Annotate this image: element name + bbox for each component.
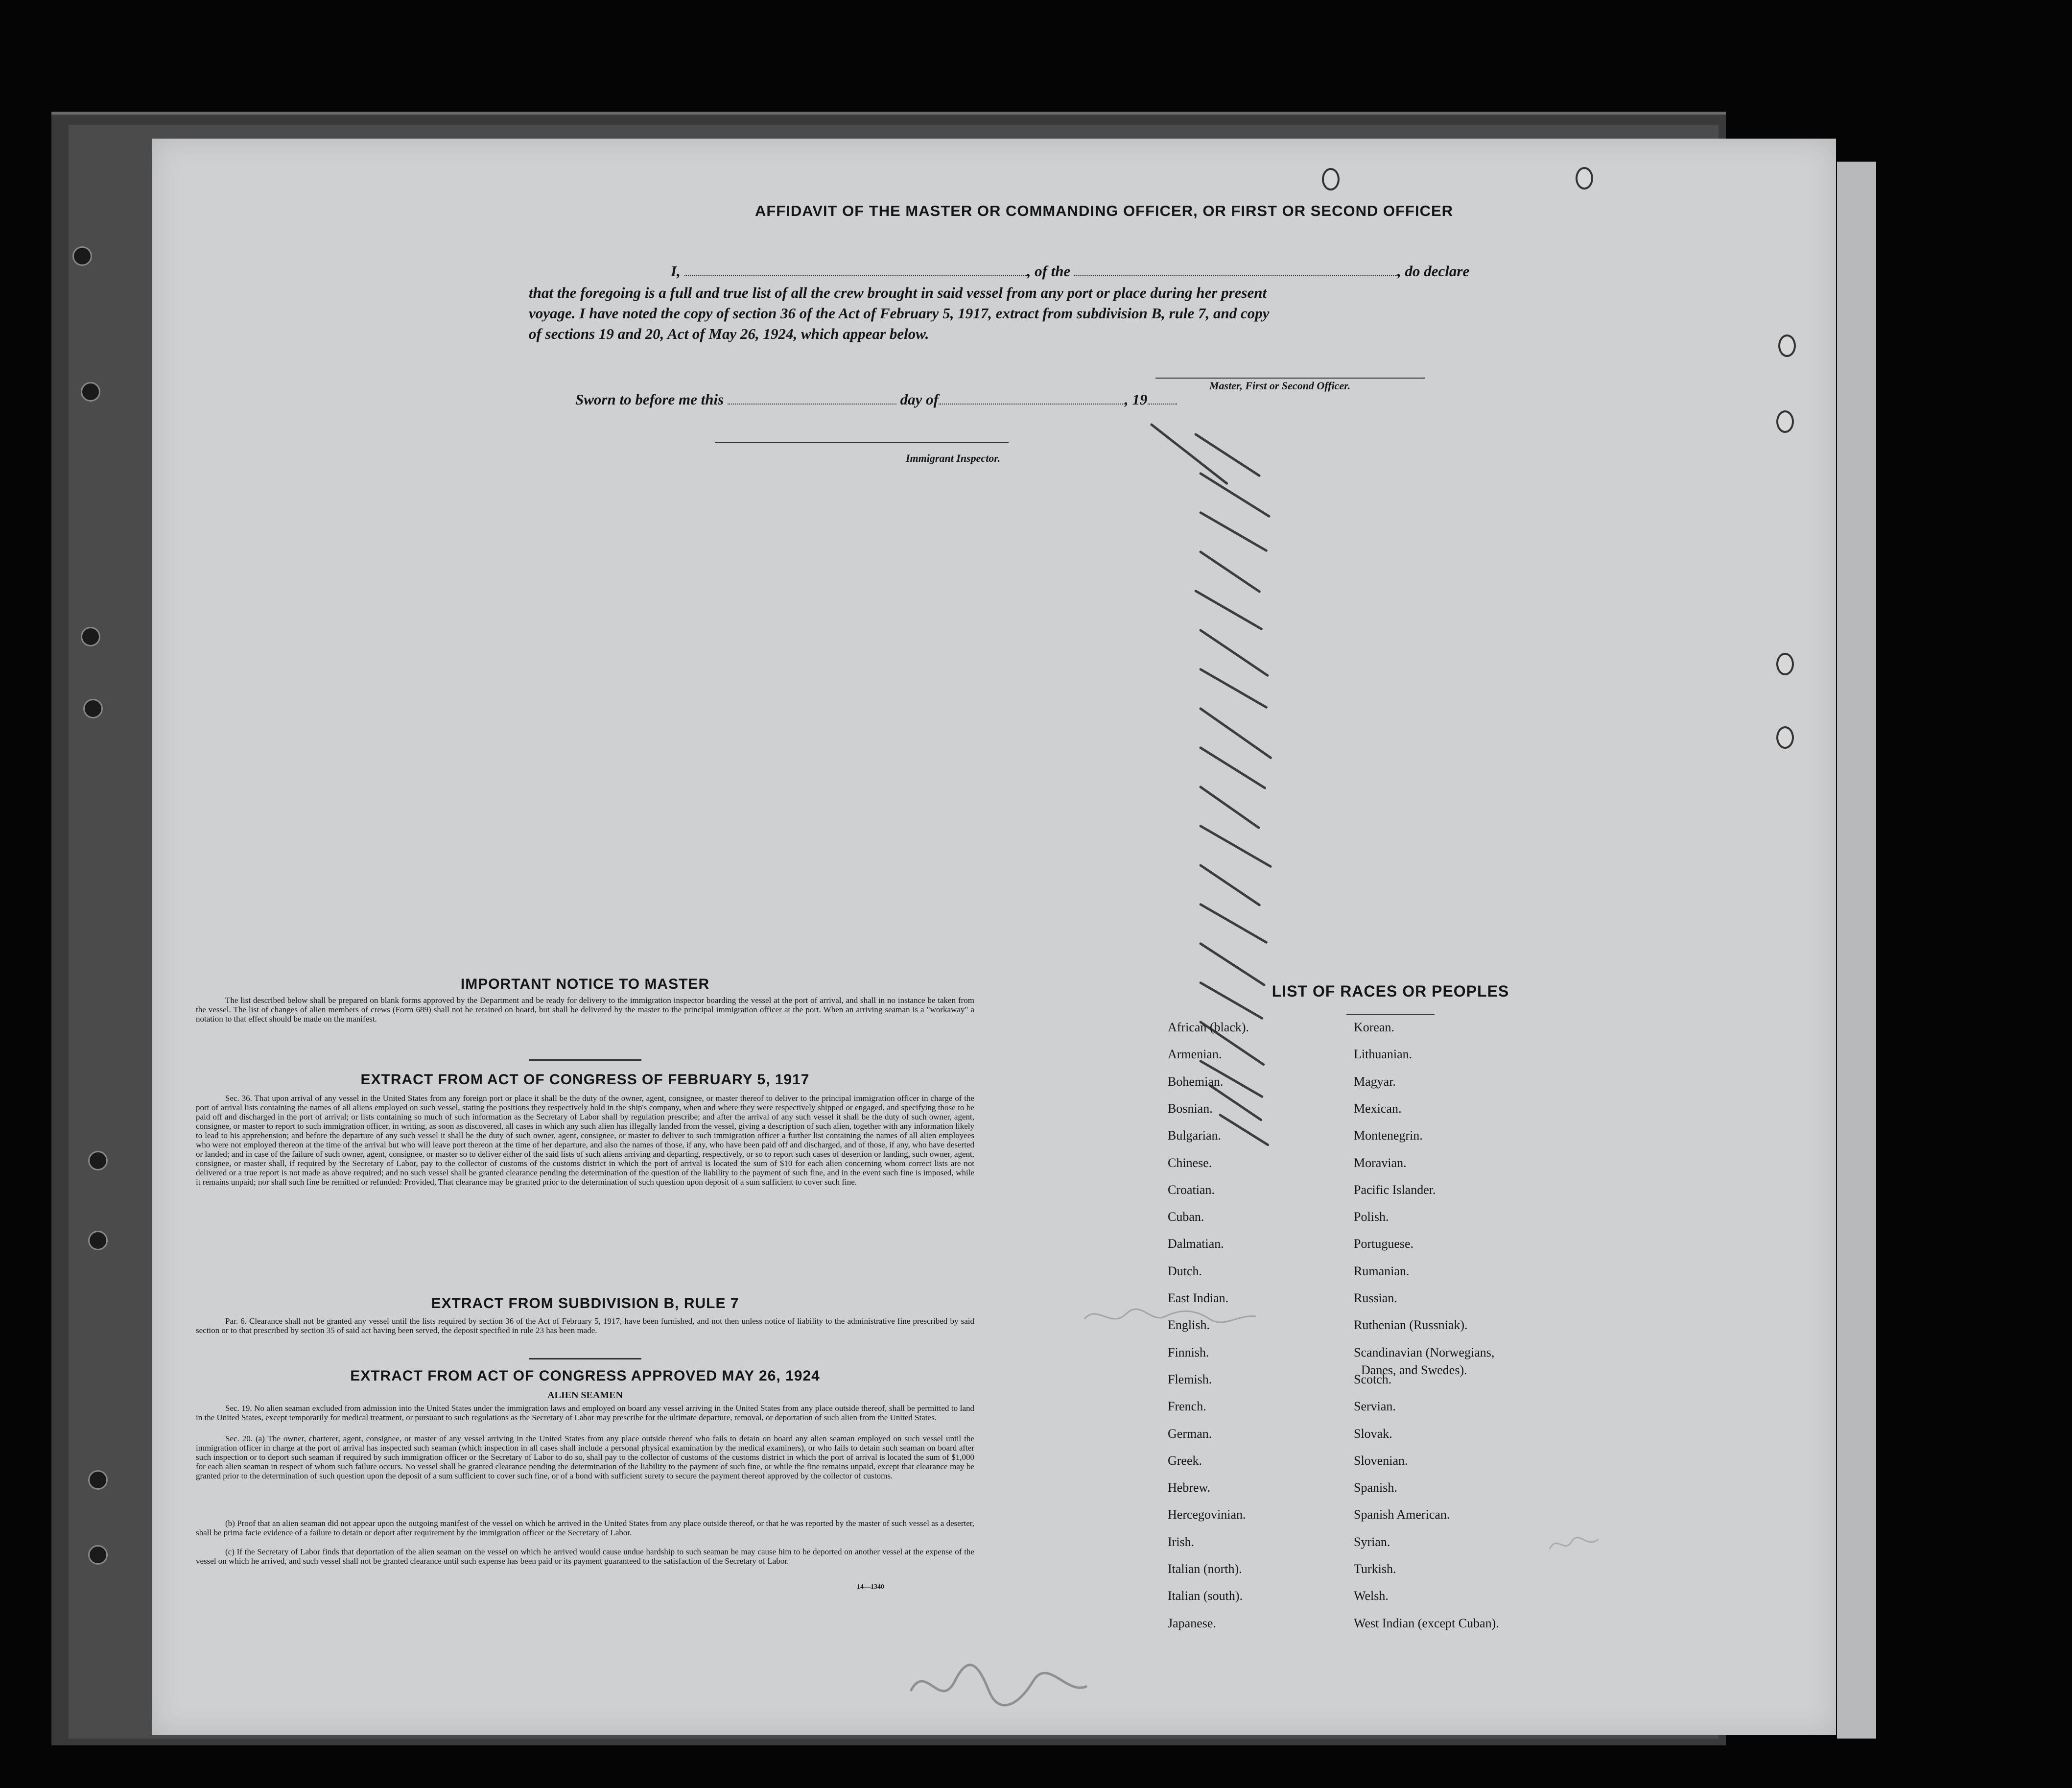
subdivision-b-title: EXTRACT FROM SUBDIVISION B, RULE 7 [431, 1295, 739, 1311]
race-entry: Pacific Islander. [1354, 1182, 1436, 1197]
binder-hole [83, 699, 103, 718]
ditto-mark [1150, 423, 1228, 485]
race-entry: English. [1168, 1318, 1210, 1333]
race-entry: Korean. [1354, 1020, 1395, 1034]
ditto-mark [1199, 824, 1272, 868]
sworn-year-field[interactable] [1148, 391, 1177, 405]
race-entry: Irish. [1168, 1534, 1195, 1549]
punch-hole [1776, 726, 1794, 749]
race-entry: Italian (south). [1168, 1589, 1243, 1603]
race-entry: Chinese. [1168, 1155, 1212, 1170]
divider [1346, 1014, 1435, 1015]
divider [529, 1059, 641, 1061]
race-entry: German. [1168, 1426, 1212, 1441]
race-entry: French. [1168, 1399, 1206, 1414]
affidavit-title: AFFIDAVIT OF THE MASTER OR COMMANDING OFFICER, OR FIRST OR SECOND OFFICER [754, 202, 1454, 219]
race-entry: African (black). [1168, 1020, 1249, 1034]
race-entry: Danes, and Swedes). [1361, 1363, 1467, 1377]
ditto-mark [1199, 746, 1267, 789]
race-entry: Finnish. [1168, 1345, 1209, 1359]
binder-hole [88, 1231, 108, 1250]
race-entry: Rumanian. [1354, 1264, 1410, 1278]
punch-hole [1778, 334, 1796, 357]
binder-hole [81, 627, 100, 646]
binder-hole [88, 1151, 108, 1170]
race-entry: Croatian. [1168, 1182, 1215, 1197]
race-entry: Lithuanian. [1354, 1047, 1413, 1062]
race-entry: Montenegrin. [1354, 1128, 1423, 1143]
race-entry: Armenian. [1168, 1047, 1222, 1062]
race-entry: West Indian (except Cuban). [1354, 1616, 1499, 1630]
race-entry: Russian. [1354, 1291, 1397, 1305]
ditto-mark [1199, 668, 1268, 709]
affidavit-line-4: of sections 19 and 20, Act of May 26, 1924, which appear below. [529, 325, 929, 342]
race-entry: Bulgarian. [1168, 1128, 1222, 1143]
punch-hole [1322, 168, 1340, 191]
race-entry: Spanish. [1354, 1480, 1397, 1495]
extract-1924-sec20c: (c) If the Secretary of Labor finds that deportation of the alien seaman on the vessel on which he arrived would cause undue hardship to such seaman he may cause him to be deported on another vessel at the expense of the vessel on which he arrived, and such vessel shall not be granted clearance until such expense has been paid or its payment guaranteed to the satisfaction of the Secretary of Labor. [196, 1547, 974, 1566]
races-title: LIST OF RACES OR PEOPLES [1271, 982, 1509, 1000]
extract-1917-body: Sec. 36. That upon arrival of any vessel in the United States from any foreign port or place it shall be the duty of the owner, agent, consignee, or master thereof to deliver to the principal immigration officer in charge of the port of arrival lists containing the names of all aliens employed on such vessel, stating the positions they respectively hold in the ship's company, when and where they were respectively shipped or engaged, and specifying those to be paid off and discharged in the port of arrival; or lists containing so much of such information as the Secretary of Labor shall by regulation prescribe; and after the arrival of any such vessel it shall be the duty of such owner, agent, consignee, or master to report to such immigration officer, in writing, as soon as discovered, all cases in which any such alien has illegally landed from the vessel, giving a description of such alien, together with any information likely to lead to his apprehension; and before the departure of any such vessel it shall be the duty of such owner, agent, consignee, or master to deliver to such immigration officer a further list containing the names of all alien employees who were not employed thereon at the time of the arrival but who will leave port thereon at the time of her departure, and also the names of those, if any, who have been paid off and discharged, and of those, if any, who have deserted or landed; and in case of the failure of such owner, agent, consignee, or master so to deliver either of the said lists of such aliens arriving and departing, respectively, or so to report such cases of desertion or landing, such owner, agent, consignee, or master shall, if required by the Secretary of Labor, pay to the collector of customs of the customs district in which the port of arrival is located the sum of $10 for each alien concerning whom correct lists are not delivered or a true report is not made as above required; and no such vessel shall be granted clearance pending the determination of the question of the liability to the payment of such fine, and in the event such fine is imposed, while it remains unpaid; nor shall such fine be remitted or refunded: Provided, That clearance may be granted prior to the determination of such question upon deposit of a sum sufficient to cover such fine. [196, 1094, 974, 1187]
race-entry: Bosnian. [1168, 1101, 1213, 1116]
race-entry: Bohemian. [1168, 1074, 1224, 1089]
race-entry: Scandinavian (Norwegians, [1354, 1345, 1495, 1359]
punch-hole [1776, 653, 1794, 675]
ditto-mark [1199, 550, 1261, 593]
race-entry: Cuban. [1168, 1210, 1204, 1224]
punch-hole [1776, 410, 1794, 433]
race-entry: Italian (north). [1168, 1562, 1242, 1576]
extract-1924-sec20b: (b) Proof that an alien seaman did not appear upon the outgoing manifest of the vessel on which he arrived in the United States from any place outside thereof, or that he was reported by the master of such vessel as a deserter, shall be prima facie evidence of a failure to detain or deport after requirement by the immigration officer or the Secretary of Labor. [196, 1519, 974, 1537]
master-signature-caption: Master, First or Second Officer. [1209, 380, 1351, 392]
race-entry: Hebrew. [1168, 1480, 1211, 1495]
ditto-mark [1194, 432, 1261, 477]
handwritten-signature [906, 1652, 1092, 1716]
binder-hole [81, 382, 100, 402]
ditto-mark [1199, 903, 1268, 944]
race-entry: Dalmatian. [1168, 1237, 1224, 1251]
inspector-signature-line[interactable] [715, 442, 1009, 443]
race-entry: Dutch. [1168, 1264, 1202, 1278]
ditto-mark [1199, 785, 1261, 829]
sworn-line [575, 389, 1408, 410]
divider [529, 1358, 641, 1359]
name-field[interactable] [684, 262, 1027, 276]
ditto-mark [1199, 628, 1270, 677]
ditto-mark [1199, 863, 1261, 906]
sworn-label: Sworn to before me this [575, 391, 724, 408]
affidavit-i: I, [671, 262, 681, 280]
race-entry: Scotch. [1354, 1372, 1392, 1386]
notice-title: IMPORTANT NOTICE TO MASTER [460, 976, 710, 992]
inspector-signature-caption: Immigrant Inspector. [906, 452, 1001, 464]
race-entry: Hercegovinian. [1168, 1507, 1246, 1522]
form-number: 14—1340 [857, 1583, 884, 1591]
ditto-mark [1209, 1084, 1263, 1121]
affidavit-line-2: that the foregoing is a full and true list of all the crew brought in said vessel from any port or place during her present [529, 284, 1267, 301]
ditto-mark [1194, 589, 1263, 630]
alien-seamen-subtitle: ALIEN SEAMEN [547, 1390, 623, 1401]
ditto-mark [1219, 1113, 1270, 1146]
extract-1924-title: EXTRACT FROM ACT OF CONGRESS APPROVED MAY 26, 1924 [350, 1368, 820, 1384]
affidavit-declare: , do declare [1397, 262, 1470, 280]
race-entry: Greek. [1168, 1453, 1202, 1468]
extract-1917-title: EXTRACT FROM ACT OF CONGRESS OF FEBRUARY 5, 1917 [360, 1072, 810, 1088]
ditto-mark [1199, 942, 1266, 986]
race-entry: Flemish. [1168, 1372, 1212, 1386]
race-entry: Polish. [1354, 1210, 1389, 1224]
binder-hole [88, 1545, 108, 1565]
race-entry: Welsh. [1354, 1589, 1389, 1603]
affidavit-line-3: voyage. I have noted the copy of section 36 of the Act of February 5, 1917, extract from subdivision B, rule 7, and copy [529, 305, 1270, 322]
binder-hole [88, 1470, 108, 1490]
race-entry: Japanese. [1168, 1616, 1216, 1630]
extract-1924-sec19: Sec. 19. No alien seaman excluded from admission into the United States under the immigration laws and employed on board any vessel arriving in the United States from any place outside thereof, shall be permitted to land in the United States, except temporarily for medical treatment, or pursuant to such regulations as the Secretary of Labor may prescribe for the ultimate departure, removal, or deportation of such alien from the United States. [196, 1404, 974, 1422]
ditto-mark [1199, 511, 1268, 552]
notice-body: The list described below shall be prepared on blank forms approved by the Department and be ready for delivery to the immigration inspector boarding the vessel at the port of arrival, and shall in no instance be taken from the vessel. The list of changes of alien members of crews (Form 689) shall not be retained on board, but shall be delivered by the master to the principal immigration officer at the port. When an arriving seaman is a "workaway" a notation to that effect should be made on the manifest. [196, 996, 974, 1024]
punch-hole [1576, 167, 1593, 190]
race-entry: Ruthenian (Russniak). [1354, 1318, 1468, 1333]
subdivision-b-body: Par. 6. Clearance shall not be granted any vessel until the lists required by section 36 of the Act of February 5, 1917, have been furnished, and not then unless notice of liability to the administrative fine prescribed by said section or to that prescribed by section 35 of said act having been served, the deposit specified in rule 23 has been made. [196, 1316, 974, 1335]
handwritten-number [1547, 1529, 1601, 1559]
race-entry: Magyar. [1354, 1074, 1396, 1089]
race-entry: Slovenian. [1354, 1453, 1408, 1468]
ditto-mark [1199, 707, 1272, 759]
race-entry: Syrian. [1354, 1534, 1390, 1549]
sworn-month-field[interactable] [939, 391, 1125, 405]
race-entry: Mexican. [1354, 1101, 1402, 1116]
race-entry: Turkish. [1354, 1562, 1396, 1576]
extract-1924-sec20a: Sec. 20. (a) The owner, charterer, agent, consignee, or master of any vessel arriving in the United States from any place outside thereof who fails to detain on board any alien seaman employed on such vessel until the immigration officer in charge at the port of arrival has inspected such seaman (which inspection in all cases shall include a personal physical examination by the medical examiners), or who fails to detain such seaman on board after such inspection or to deport such seaman if required by such immigration officer or the Secretary of Labor to do so, shall pay to the collector of customs of the customs district in which the port of arrival is located the sum of $1,000 for each alien seaman in respect of whom such failure occurs. No vessel shall be granted clearance pending the determination of the liability to the payment of such fine, or while the fine remains unpaid, except that clearance may be granted prior to the determination of such question upon the deposit of a sum sufficient to cover such fine, or of a bond with sufficient surety to secure the payment thereof approved by the collector of customs. [196, 1434, 974, 1480]
vessel-field[interactable] [1074, 262, 1397, 276]
manifest-page [152, 139, 1836, 1735]
race-entry: Portuguese. [1354, 1237, 1414, 1251]
affidavit-of-the: , of the [1027, 262, 1071, 280]
race-entry: Servian. [1354, 1399, 1396, 1414]
day-of-label: day of [900, 391, 939, 408]
race-entry: Moravian. [1354, 1155, 1407, 1170]
race-entry: Spanish American. [1354, 1507, 1450, 1522]
master-signature-line[interactable] [1155, 378, 1425, 379]
race-entry: East Indian. [1168, 1291, 1229, 1305]
year-label: , 19 [1125, 391, 1148, 408]
race-entry: Slovak. [1354, 1426, 1392, 1441]
page-edge [1837, 162, 1876, 1739]
sworn-day-field[interactable] [728, 391, 896, 405]
affidavit-line-1 [671, 261, 1611, 282]
binder-hole [72, 246, 92, 266]
ditto-mark [1199, 472, 1271, 518]
